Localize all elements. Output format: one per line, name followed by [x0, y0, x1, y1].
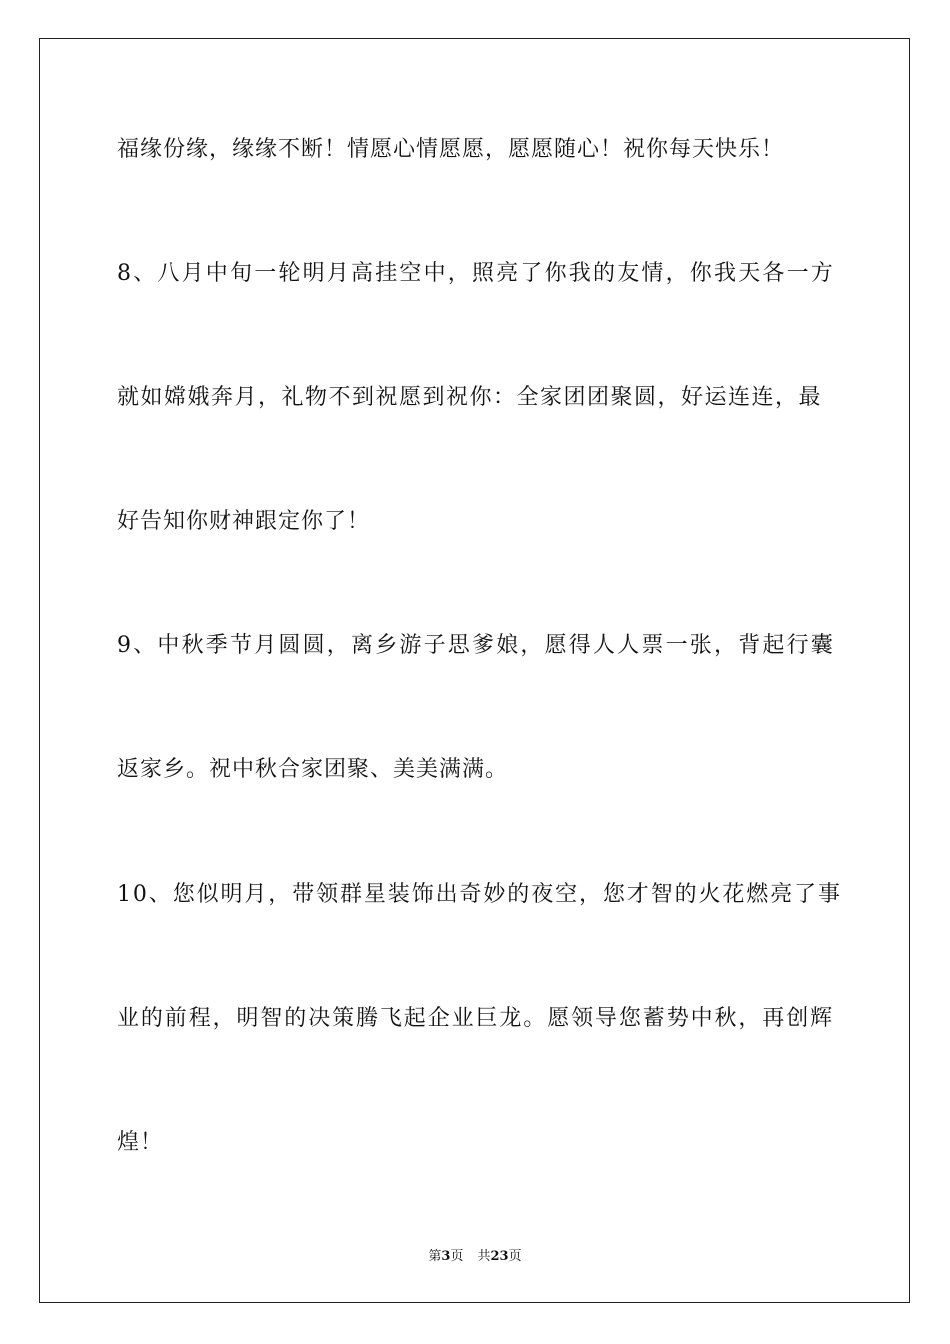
body-text-line: 9、中秋季节月圆圆，离乡游子思爹娘，愿得人人票一张，背起行囊 [117, 633, 835, 658]
body-text-line: 煌！ [117, 1130, 164, 1155]
total-label-suffix: 页 [508, 1249, 522, 1264]
body-text-line: 就如嫦娥奔月，礼物不到祝愿到祝你：全家团团聚圆，好运连连，最 [117, 385, 823, 410]
body-text-line: 8、八月中旬一轮明月高挂空中，照亮了你我的友情，你我天各一方 [117, 261, 835, 286]
body-text-line: 业的前程，明智的决策腾飞起企业巨龙。愿领导您蓄势中秋，再创辉 [117, 1006, 835, 1031]
page-footer [0, 1248, 950, 1266]
body-text-line: 好告知你财神跟定你了！ [117, 509, 371, 534]
body-text-line: 返家乡。祝中秋合家团聚、美美满满。 [117, 757, 509, 782]
total-label-prefix: 共 [477, 1249, 491, 1264]
page-label-suffix: 页 [450, 1249, 464, 1264]
page-label-prefix: 第 [428, 1249, 442, 1264]
body-text-line: 10、您似明月，带领群星装饰出奇妙的夜空，您才智的火花燃亮了事 [117, 882, 842, 907]
page-number: 3 [441, 1249, 451, 1264]
page-border [39, 38, 910, 1303]
total-pages: 23 [490, 1249, 509, 1264]
body-text-line: 福缘份缘，缘缘不断！情愿心情愿愿，愿愿随心！祝你每天快乐！ [117, 137, 785, 162]
